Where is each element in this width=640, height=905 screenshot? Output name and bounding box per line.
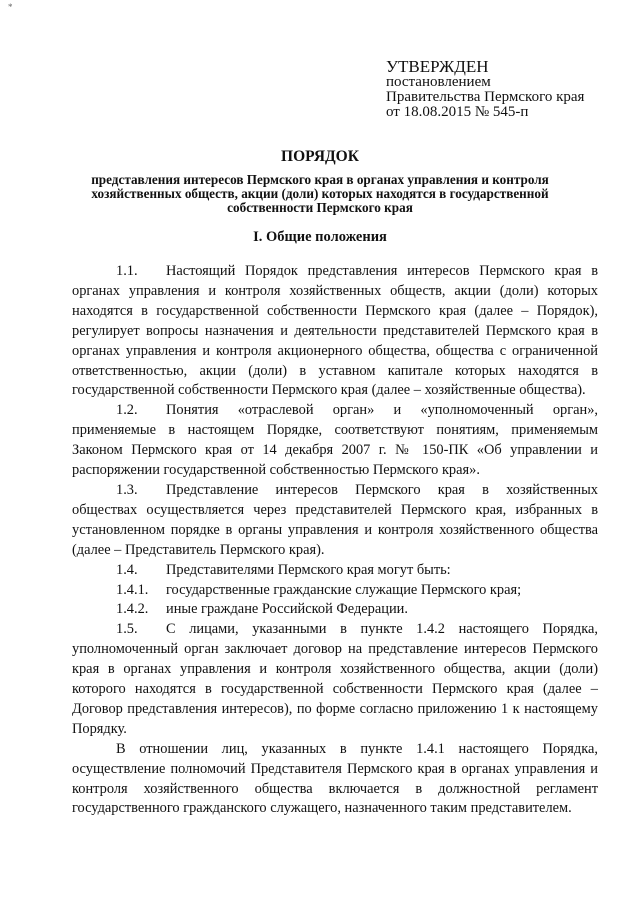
paragraph-number: 1.5. — [116, 621, 138, 638]
approval-stamp — [386, 58, 584, 120]
document-title: ПОРЯДОК — [281, 148, 359, 165]
paragraph-text: Представление интересов Пермского края в хозяйственных обществах осуществляется через представителей Пермского края, избранных в установленном порядке в органы управления и контроля хозяйственного общества (далее – Представитель Пермского края). — [72, 481, 598, 558]
paragraph-1-2 — [72, 401, 598, 481]
document-subtitle: представления интересов Пермского края в органах управления и контроля хозяйственных обществ, акции (доли) которых находятся в государственной собственности Пермского края — [91, 172, 549, 215]
paragraph-number: 1.4. — [116, 561, 138, 578]
approval-heading: УТВЕРЖДЕН — [386, 57, 489, 76]
paragraph-number: 1.4.1. — [116, 581, 149, 598]
paragraph-1-4-2 — [72, 600, 598, 620]
paragraph-1-4 — [72, 561, 598, 581]
section-heading: I. Общие положения — [253, 229, 387, 245]
paragraph-text: Представителями Пермского края могут быть: — [166, 561, 451, 578]
paragraph-continuation — [72, 740, 598, 820]
paragraph-1-5 — [72, 620, 598, 739]
paragraph-text: Понятия «отраслевой орган» и «уполномоченный орган», применяемые в настоящем Порядке, соответствуют понятиям, применяемым Законом Пермского края от 14 декабря 2007 г. № 150-ПК «Об управлении и распоряжении государственной собственностью Пермского края». — [72, 402, 598, 479]
paragraph-text: иные граждане Российской Федерации. — [166, 601, 408, 618]
paragraph-text: Настоящий Порядок представления интересов Пермского края в органах управления и контроля хозяйственных обществ, акции (доли) которых находятся в государственной собственности Пермского края (далее – Порядок), регулирует вопросы назначения и деятельности представителей Пермского края в органах управления и контроля акционерного общества, общества с ограниченной ответственностью, акции (доли) в уставном капитале которых находятся в государственной собственности Пермского края (далее – хозяйственные общества). — [72, 263, 598, 399]
paragraph-number: 1.2. — [116, 402, 138, 419]
paragraph-text: В отношении лиц, указанных в пункте 1.4.1 настоящего Порядка, осуществление полномочий Представителя Пермского края в органах управления и контроля хозяйственного общества включается в должностной регламент государственного гражданского служащего, назначенного таким представителем. — [72, 740, 598, 817]
paragraph-number: 1.1. — [116, 263, 138, 279]
paragraph-text: государственные гражданские служащие Пермского края; — [166, 581, 522, 598]
corner-mark: * — [8, 2, 13, 12]
approval-authority: Правительства Пермского края — [386, 89, 585, 105]
approval-by: постановлением — [386, 74, 491, 90]
paragraph-1-4-1 — [72, 581, 598, 601]
paragraph-number: 1.4.2. — [116, 601, 149, 618]
approval-date: от 18.08.2015 № 545-п — [386, 104, 529, 120]
paragraph-1-3 — [72, 481, 598, 561]
paragraph-1-1 — [72, 262, 598, 401]
document-body — [72, 262, 598, 819]
paragraph-number: 1.3. — [116, 481, 138, 498]
paragraph-text: С лицами, указанными в пункте 1.4.2 настоящего Порядка, уполномоченный орган заключает договор на представление интересов Пермского края в органах управления и контроля хозяйственного общества, акции (доли) которого находятся в государственной собственности Пермского края (далее – Договор представления интересов), по форме согласно приложению 1 к настоящему Порядку. — [72, 621, 598, 737]
